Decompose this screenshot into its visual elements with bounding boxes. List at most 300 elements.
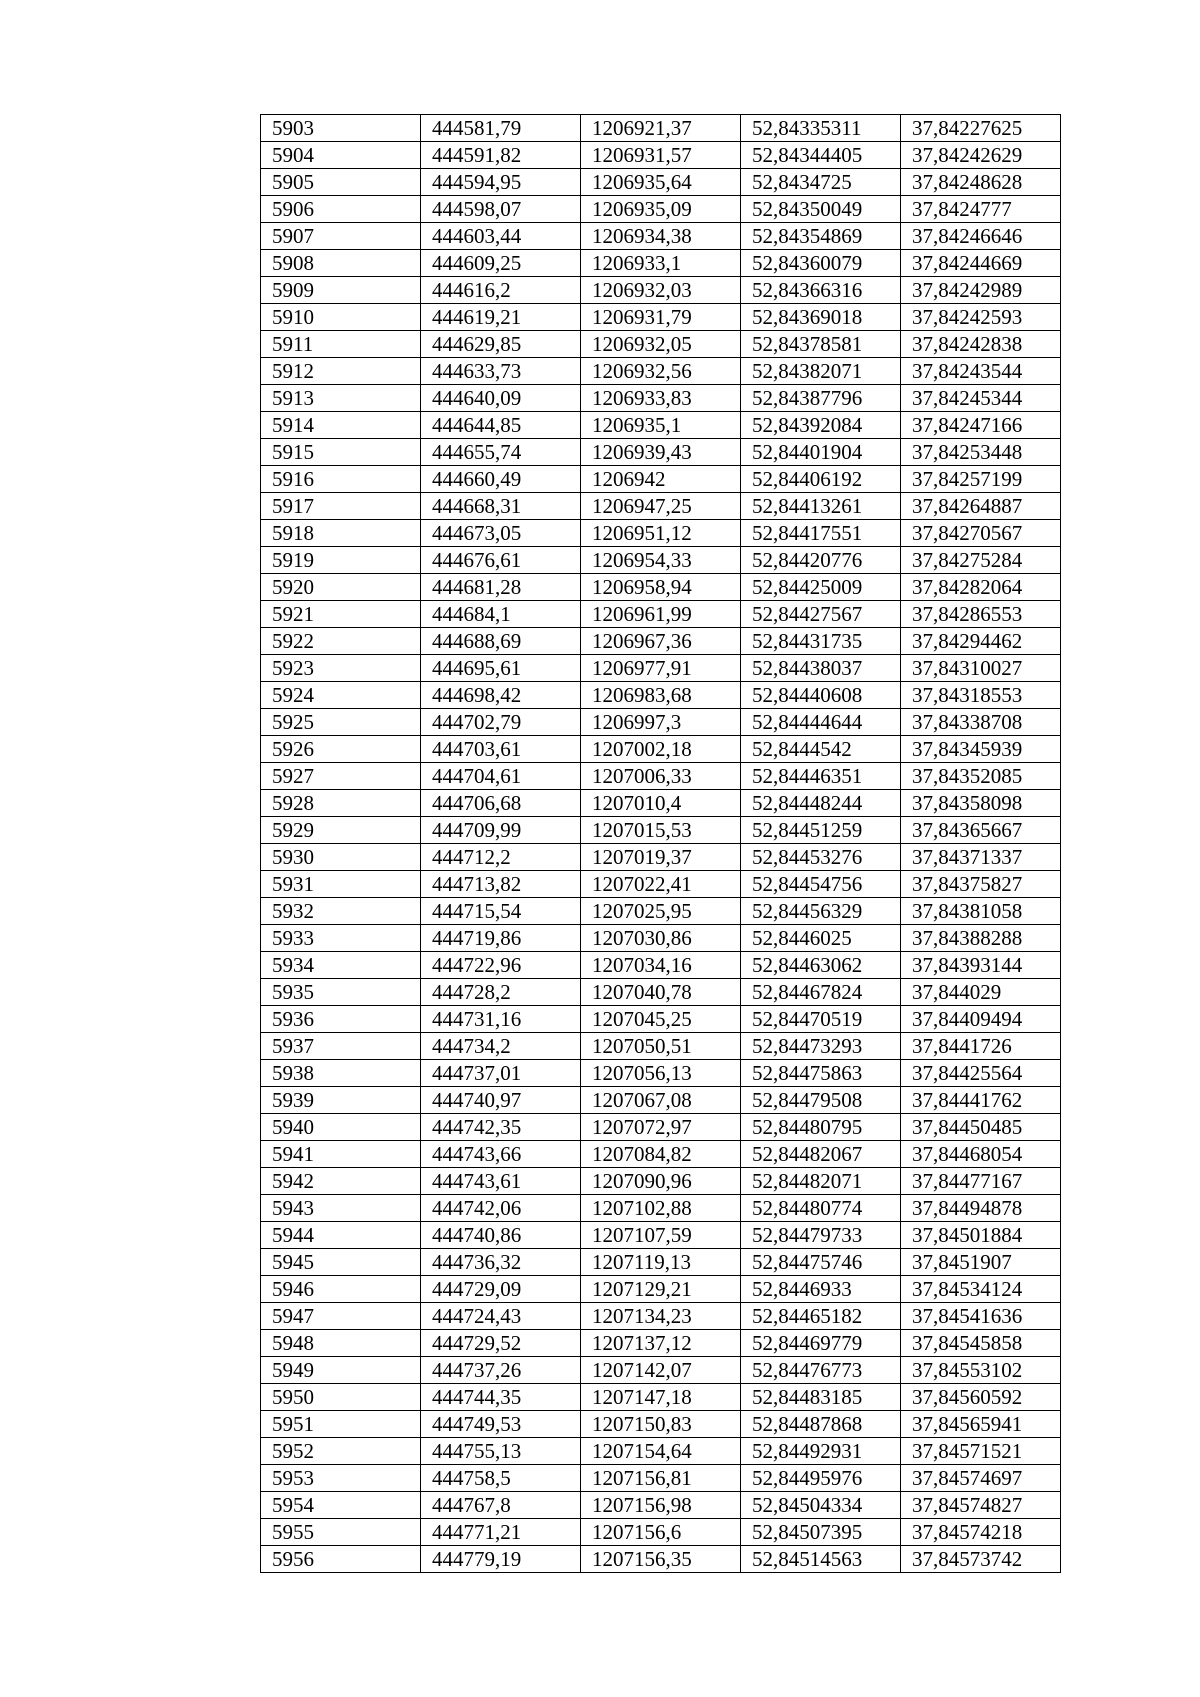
- y-coordinate-cell: 1207045,25: [581, 1006, 741, 1033]
- longitude-cell: 37,84468054: [901, 1141, 1061, 1168]
- latitude-cell: 52,84360079: [741, 250, 901, 277]
- y-coordinate-cell: 1207050,51: [581, 1033, 741, 1060]
- latitude-cell: 52,84417551: [741, 520, 901, 547]
- longitude-cell: 37,84358098: [901, 790, 1061, 817]
- point-number-cell: 5930: [261, 844, 421, 871]
- point-number-cell: 5942: [261, 1168, 421, 1195]
- y-coordinate-cell: 1206921,37: [581, 115, 741, 142]
- point-number-cell: 5938: [261, 1060, 421, 1087]
- x-coordinate-cell: 444779,19: [421, 1546, 581, 1573]
- y-coordinate-cell: 1207137,12: [581, 1330, 741, 1357]
- table-row: [261, 250, 1061, 277]
- point-number-cell: 5926: [261, 736, 421, 763]
- table-row: [261, 1249, 1061, 1276]
- x-coordinate-cell: 444598,07: [421, 196, 581, 223]
- x-coordinate-cell: 444749,53: [421, 1411, 581, 1438]
- table-row: [261, 682, 1061, 709]
- longitude-cell: 37,84388288: [901, 925, 1061, 952]
- longitude-cell: 37,84425564: [901, 1060, 1061, 1087]
- point-number-cell: 5937: [261, 1033, 421, 1060]
- x-coordinate-cell: 444724,43: [421, 1303, 581, 1330]
- longitude-cell: 37,84501884: [901, 1222, 1061, 1249]
- y-coordinate-cell: 1207142,07: [581, 1357, 741, 1384]
- y-coordinate-cell: 1207025,95: [581, 898, 741, 925]
- point-number-cell: 5925: [261, 709, 421, 736]
- point-number-cell: 5919: [261, 547, 421, 574]
- table-row: [261, 1330, 1061, 1357]
- point-number-cell: 5939: [261, 1087, 421, 1114]
- point-number-cell: 5953: [261, 1465, 421, 1492]
- point-number-cell: 5934: [261, 952, 421, 979]
- latitude-cell: 52,84514563: [741, 1546, 901, 1573]
- y-coordinate-cell: 1207067,08: [581, 1087, 741, 1114]
- point-number-cell: 5917: [261, 493, 421, 520]
- table-row: [261, 790, 1061, 817]
- point-number-cell: 5956: [261, 1546, 421, 1573]
- y-coordinate-cell: 1206935,09: [581, 196, 741, 223]
- latitude-cell: 52,84453276: [741, 844, 901, 871]
- latitude-cell: 52,84378581: [741, 331, 901, 358]
- x-coordinate-cell: 444684,1: [421, 601, 581, 628]
- latitude-cell: 52,84448244: [741, 790, 901, 817]
- table-row: [261, 412, 1061, 439]
- longitude-cell: 37,84245344: [901, 385, 1061, 412]
- table-row: [261, 358, 1061, 385]
- table-row: [261, 547, 1061, 574]
- latitude-cell: 52,8446933: [741, 1276, 901, 1303]
- latitude-cell: 52,84344405: [741, 142, 901, 169]
- latitude-cell: 52,84427567: [741, 601, 901, 628]
- x-coordinate-cell: 444668,31: [421, 493, 581, 520]
- x-coordinate-cell: 444681,28: [421, 574, 581, 601]
- x-coordinate-cell: 444688,69: [421, 628, 581, 655]
- point-number-cell: 5903: [261, 115, 421, 142]
- table-row: [261, 1060, 1061, 1087]
- latitude-cell: 52,84495976: [741, 1465, 901, 1492]
- point-number-cell: 5924: [261, 682, 421, 709]
- y-coordinate-cell: 1206935,64: [581, 169, 741, 196]
- point-number-cell: 5948: [261, 1330, 421, 1357]
- table-row: [261, 1276, 1061, 1303]
- table-row: [261, 1033, 1061, 1060]
- x-coordinate-cell: 444594,95: [421, 169, 581, 196]
- point-number-cell: 5920: [261, 574, 421, 601]
- y-coordinate-cell: 1206958,94: [581, 574, 741, 601]
- point-number-cell: 5927: [261, 763, 421, 790]
- y-coordinate-cell: 1206983,68: [581, 682, 741, 709]
- x-coordinate-cell: 444640,09: [421, 385, 581, 412]
- longitude-cell: 37,84365667: [901, 817, 1061, 844]
- longitude-cell: 37,84573742: [901, 1546, 1061, 1573]
- latitude-cell: 52,84475863: [741, 1060, 901, 1087]
- y-coordinate-cell: 1207090,96: [581, 1168, 741, 1195]
- longitude-cell: 37,84450485: [901, 1114, 1061, 1141]
- table-row: [261, 601, 1061, 628]
- latitude-cell: 52,84480795: [741, 1114, 901, 1141]
- table-row: [261, 439, 1061, 466]
- longitude-cell: 37,84227625: [901, 115, 1061, 142]
- latitude-cell: 52,84479733: [741, 1222, 901, 1249]
- table-row: [261, 1465, 1061, 1492]
- latitude-cell: 52,84507395: [741, 1519, 901, 1546]
- longitude-cell: 37,84381058: [901, 898, 1061, 925]
- table-row: [261, 304, 1061, 331]
- longitude-cell: 37,84571521: [901, 1438, 1061, 1465]
- x-coordinate-cell: 444695,61: [421, 655, 581, 682]
- table-row: [261, 169, 1061, 196]
- table-row: [261, 655, 1061, 682]
- x-coordinate-cell: 444629,85: [421, 331, 581, 358]
- longitude-cell: 37,84246646: [901, 223, 1061, 250]
- x-coordinate-cell: 444744,35: [421, 1384, 581, 1411]
- y-coordinate-cell: 1207119,13: [581, 1249, 741, 1276]
- y-coordinate-cell: 1206932,56: [581, 358, 741, 385]
- y-coordinate-cell: 1206932,03: [581, 277, 741, 304]
- x-coordinate-cell: 444660,49: [421, 466, 581, 493]
- latitude-cell: 52,84479508: [741, 1087, 901, 1114]
- table-row: [261, 952, 1061, 979]
- latitude-cell: 52,84387796: [741, 385, 901, 412]
- y-coordinate-cell: 1207134,23: [581, 1303, 741, 1330]
- y-coordinate-cell: 1206954,33: [581, 547, 741, 574]
- table-row: [261, 1492, 1061, 1519]
- longitude-cell: 37,84242838: [901, 331, 1061, 358]
- point-number-cell: 5915: [261, 439, 421, 466]
- y-coordinate-cell: 1207056,13: [581, 1060, 741, 1087]
- point-number-cell: 5904: [261, 142, 421, 169]
- x-coordinate-cell: 444712,2: [421, 844, 581, 871]
- longitude-cell: 37,84574827: [901, 1492, 1061, 1519]
- longitude-cell: 37,84242593: [901, 304, 1061, 331]
- latitude-cell: 52,8446025: [741, 925, 901, 952]
- latitude-cell: 52,84444644: [741, 709, 901, 736]
- latitude-cell: 52,84482071: [741, 1168, 901, 1195]
- table-row: [261, 277, 1061, 304]
- latitude-cell: 52,84335311: [741, 115, 901, 142]
- latitude-cell: 52,84446351: [741, 763, 901, 790]
- table-row: [261, 1546, 1061, 1573]
- x-coordinate-cell: 444673,05: [421, 520, 581, 547]
- longitude-cell: 37,84243544: [901, 358, 1061, 385]
- longitude-cell: 37,84553102: [901, 1357, 1061, 1384]
- point-number-cell: 5913: [261, 385, 421, 412]
- longitude-cell: 37,84282064: [901, 574, 1061, 601]
- longitude-cell: 37,84270567: [901, 520, 1061, 547]
- table-row: [261, 142, 1061, 169]
- y-coordinate-cell: 1207156,81: [581, 1465, 741, 1492]
- x-coordinate-cell: 444743,61: [421, 1168, 581, 1195]
- x-coordinate-cell: 444591,82: [421, 142, 581, 169]
- y-coordinate-cell: 1207156,98: [581, 1492, 741, 1519]
- y-coordinate-cell: 1207150,83: [581, 1411, 741, 1438]
- latitude-cell: 52,84431735: [741, 628, 901, 655]
- point-number-cell: 5921: [261, 601, 421, 628]
- point-number-cell: 5943: [261, 1195, 421, 1222]
- x-coordinate-cell: 444737,01: [421, 1060, 581, 1087]
- table-row: [261, 1519, 1061, 1546]
- longitude-cell: 37,844029: [901, 979, 1061, 1006]
- longitude-cell: 37,84318553: [901, 682, 1061, 709]
- y-coordinate-cell: 1206931,79: [581, 304, 741, 331]
- longitude-cell: 37,84275284: [901, 547, 1061, 574]
- longitude-cell: 37,84244669: [901, 250, 1061, 277]
- longitude-cell: 37,84494878: [901, 1195, 1061, 1222]
- x-coordinate-cell: 444633,73: [421, 358, 581, 385]
- point-number-cell: 5910: [261, 304, 421, 331]
- y-coordinate-cell: 1207156,35: [581, 1546, 741, 1573]
- y-coordinate-cell: 1207156,6: [581, 1519, 741, 1546]
- point-number-cell: 5909: [261, 277, 421, 304]
- latitude-cell: 52,84440608: [741, 682, 901, 709]
- point-number-cell: 5908: [261, 250, 421, 277]
- y-coordinate-cell: 1206939,43: [581, 439, 741, 466]
- y-coordinate-cell: 1207147,18: [581, 1384, 741, 1411]
- y-coordinate-cell: 1206951,12: [581, 520, 741, 547]
- table-row: [261, 763, 1061, 790]
- longitude-cell: 37,84247166: [901, 412, 1061, 439]
- longitude-cell: 37,84534124: [901, 1276, 1061, 1303]
- y-coordinate-cell: 1206961,99: [581, 601, 741, 628]
- longitude-cell: 37,84352085: [901, 763, 1061, 790]
- table-row: [261, 1303, 1061, 1330]
- table-row: [261, 115, 1061, 142]
- table-row: [261, 1195, 1061, 1222]
- x-coordinate-cell: 444737,26: [421, 1357, 581, 1384]
- table-row: [261, 1411, 1061, 1438]
- x-coordinate-cell: 444719,86: [421, 925, 581, 952]
- y-coordinate-cell: 1207006,33: [581, 763, 741, 790]
- longitude-cell: 37,84565941: [901, 1411, 1061, 1438]
- table-row: [261, 520, 1061, 547]
- longitude-cell: 37,84560592: [901, 1384, 1061, 1411]
- x-coordinate-cell: 444758,5: [421, 1465, 581, 1492]
- point-number-cell: 5916: [261, 466, 421, 493]
- y-coordinate-cell: 1207102,88: [581, 1195, 741, 1222]
- longitude-cell: 37,84574218: [901, 1519, 1061, 1546]
- x-coordinate-cell: 444755,13: [421, 1438, 581, 1465]
- point-number-cell: 5946: [261, 1276, 421, 1303]
- latitude-cell: 52,84369018: [741, 304, 901, 331]
- point-number-cell: 5923: [261, 655, 421, 682]
- y-coordinate-cell: 1207034,16: [581, 952, 741, 979]
- point-number-cell: 5906: [261, 196, 421, 223]
- point-number-cell: 5952: [261, 1438, 421, 1465]
- x-coordinate-cell: 444740,97: [421, 1087, 581, 1114]
- point-number-cell: 5951: [261, 1411, 421, 1438]
- y-coordinate-cell: 1206933,83: [581, 385, 741, 412]
- longitude-cell: 37,84409494: [901, 1006, 1061, 1033]
- latitude-cell: 52,84366316: [741, 277, 901, 304]
- x-coordinate-cell: 444698,42: [421, 682, 581, 709]
- longitude-cell: 37,84242989: [901, 277, 1061, 304]
- y-coordinate-cell: 1207040,78: [581, 979, 741, 1006]
- latitude-cell: 52,84470519: [741, 1006, 901, 1033]
- longitude-cell: 37,84242629: [901, 142, 1061, 169]
- longitude-cell: 37,84541636: [901, 1303, 1061, 1330]
- y-coordinate-cell: 1206967,36: [581, 628, 741, 655]
- latitude-cell: 52,84420776: [741, 547, 901, 574]
- table-row: [261, 736, 1061, 763]
- point-number-cell: 5949: [261, 1357, 421, 1384]
- table-row: [261, 1384, 1061, 1411]
- latitude-cell: 52,84473293: [741, 1033, 901, 1060]
- table-row: [261, 493, 1061, 520]
- x-coordinate-cell: 444655,74: [421, 439, 581, 466]
- table-row: [261, 817, 1061, 844]
- x-coordinate-cell: 444706,68: [421, 790, 581, 817]
- latitude-cell: 52,84425009: [741, 574, 901, 601]
- x-coordinate-cell: 444728,2: [421, 979, 581, 1006]
- y-coordinate-cell: 1206947,25: [581, 493, 741, 520]
- latitude-cell: 52,84480774: [741, 1195, 901, 1222]
- latitude-cell: 52,84354869: [741, 223, 901, 250]
- latitude-cell: 52,84504334: [741, 1492, 901, 1519]
- y-coordinate-cell: 1207107,59: [581, 1222, 741, 1249]
- latitude-cell: 52,84413261: [741, 493, 901, 520]
- point-number-cell: 5950: [261, 1384, 421, 1411]
- point-number-cell: 5933: [261, 925, 421, 952]
- table-row: [261, 709, 1061, 736]
- longitude-cell: 37,84345939: [901, 736, 1061, 763]
- y-coordinate-cell: 1206942: [581, 466, 741, 493]
- point-number-cell: 5947: [261, 1303, 421, 1330]
- latitude-cell: 52,84492931: [741, 1438, 901, 1465]
- x-coordinate-cell: 444702,79: [421, 709, 581, 736]
- x-coordinate-cell: 444767,8: [421, 1492, 581, 1519]
- point-number-cell: 5932: [261, 898, 421, 925]
- table-row: [261, 925, 1061, 952]
- latitude-cell: 52,84482067: [741, 1141, 901, 1168]
- latitude-cell: 52,84469779: [741, 1330, 901, 1357]
- point-number-cell: 5955: [261, 1519, 421, 1546]
- longitude-cell: 37,84338708: [901, 709, 1061, 736]
- table-body: [261, 115, 1061, 1573]
- y-coordinate-cell: 1207015,53: [581, 817, 741, 844]
- y-coordinate-cell: 1206934,38: [581, 223, 741, 250]
- table-row: [261, 1438, 1061, 1465]
- y-coordinate-cell: 1206931,57: [581, 142, 741, 169]
- point-number-cell: 5922: [261, 628, 421, 655]
- longitude-cell: 37,84393144: [901, 952, 1061, 979]
- latitude-cell: 52,84456329: [741, 898, 901, 925]
- point-number-cell: 5935: [261, 979, 421, 1006]
- table-row: [261, 331, 1061, 358]
- point-number-cell: 5905: [261, 169, 421, 196]
- latitude-cell: 52,84476773: [741, 1357, 901, 1384]
- latitude-cell: 52,84487868: [741, 1411, 901, 1438]
- x-coordinate-cell: 444740,86: [421, 1222, 581, 1249]
- latitude-cell: 52,84350049: [741, 196, 901, 223]
- x-coordinate-cell: 444704,61: [421, 763, 581, 790]
- y-coordinate-cell: 1207010,4: [581, 790, 741, 817]
- table-row: [261, 1141, 1061, 1168]
- latitude-cell: 52,8434725: [741, 169, 901, 196]
- point-number-cell: 5918: [261, 520, 421, 547]
- x-coordinate-cell: 444616,2: [421, 277, 581, 304]
- latitude-cell: 52,84465182: [741, 1303, 901, 1330]
- point-number-cell: 5911: [261, 331, 421, 358]
- y-coordinate-cell: 1207084,82: [581, 1141, 741, 1168]
- table-row: [261, 466, 1061, 493]
- latitude-cell: 52,84475746: [741, 1249, 901, 1276]
- longitude-cell: 37,84310027: [901, 655, 1061, 682]
- longitude-cell: 37,84574697: [901, 1465, 1061, 1492]
- latitude-cell: 52,84467824: [741, 979, 901, 1006]
- x-coordinate-cell: 444771,21: [421, 1519, 581, 1546]
- point-number-cell: 5936: [261, 1006, 421, 1033]
- x-coordinate-cell: 444734,2: [421, 1033, 581, 1060]
- x-coordinate-cell: 444581,79: [421, 115, 581, 142]
- y-coordinate-cell: 1207019,37: [581, 844, 741, 871]
- y-coordinate-cell: 1207030,86: [581, 925, 741, 952]
- table-row: [261, 1006, 1061, 1033]
- table-row: [261, 223, 1061, 250]
- table-row: [261, 385, 1061, 412]
- longitude-cell: 37,84253448: [901, 439, 1061, 466]
- table-row: [261, 979, 1061, 1006]
- table-row: [261, 898, 1061, 925]
- x-coordinate-cell: 444609,25: [421, 250, 581, 277]
- x-coordinate-cell: 444736,32: [421, 1249, 581, 1276]
- x-coordinate-cell: 444715,54: [421, 898, 581, 925]
- x-coordinate-cell: 444742,06: [421, 1195, 581, 1222]
- latitude-cell: 52,84483185: [741, 1384, 901, 1411]
- y-coordinate-cell: 1206933,1: [581, 250, 741, 277]
- latitude-cell: 52,84454756: [741, 871, 901, 898]
- table-row: [261, 1357, 1061, 1384]
- x-coordinate-cell: 444603,44: [421, 223, 581, 250]
- table-row: [261, 1222, 1061, 1249]
- longitude-cell: 37,84441762: [901, 1087, 1061, 1114]
- x-coordinate-cell: 444703,61: [421, 736, 581, 763]
- longitude-cell: 37,84371337: [901, 844, 1061, 871]
- x-coordinate-cell: 444742,35: [421, 1114, 581, 1141]
- longitude-cell: 37,84294462: [901, 628, 1061, 655]
- longitude-cell: 37,8451907: [901, 1249, 1061, 1276]
- table-row: [261, 1168, 1061, 1195]
- longitude-cell: 37,8424777: [901, 196, 1061, 223]
- point-number-cell: 5940: [261, 1114, 421, 1141]
- x-coordinate-cell: 444676,61: [421, 547, 581, 574]
- point-number-cell: 5945: [261, 1249, 421, 1276]
- y-coordinate-cell: 1206935,1: [581, 412, 741, 439]
- table-row: [261, 574, 1061, 601]
- x-coordinate-cell: 444709,99: [421, 817, 581, 844]
- point-number-cell: 5931: [261, 871, 421, 898]
- point-number-cell: 5954: [261, 1492, 421, 1519]
- longitude-cell: 37,84375827: [901, 871, 1061, 898]
- y-coordinate-cell: 1207002,18: [581, 736, 741, 763]
- latitude-cell: 52,84451259: [741, 817, 901, 844]
- point-number-cell: 5941: [261, 1141, 421, 1168]
- longitude-cell: 37,84545858: [901, 1330, 1061, 1357]
- x-coordinate-cell: 444619,21: [421, 304, 581, 331]
- x-coordinate-cell: 444743,66: [421, 1141, 581, 1168]
- y-coordinate-cell: 1207072,97: [581, 1114, 741, 1141]
- y-coordinate-cell: 1207022,41: [581, 871, 741, 898]
- x-coordinate-cell: 444644,85: [421, 412, 581, 439]
- point-number-cell: 5907: [261, 223, 421, 250]
- y-coordinate-cell: 1207129,21: [581, 1276, 741, 1303]
- y-coordinate-cell: 1207154,64: [581, 1438, 741, 1465]
- point-number-cell: 5912: [261, 358, 421, 385]
- latitude-cell: 52,84463062: [741, 952, 901, 979]
- table-row: [261, 1087, 1061, 1114]
- latitude-cell: 52,8444542: [741, 736, 901, 763]
- longitude-cell: 37,84264887: [901, 493, 1061, 520]
- latitude-cell: 52,84392084: [741, 412, 901, 439]
- latitude-cell: 52,84406192: [741, 466, 901, 493]
